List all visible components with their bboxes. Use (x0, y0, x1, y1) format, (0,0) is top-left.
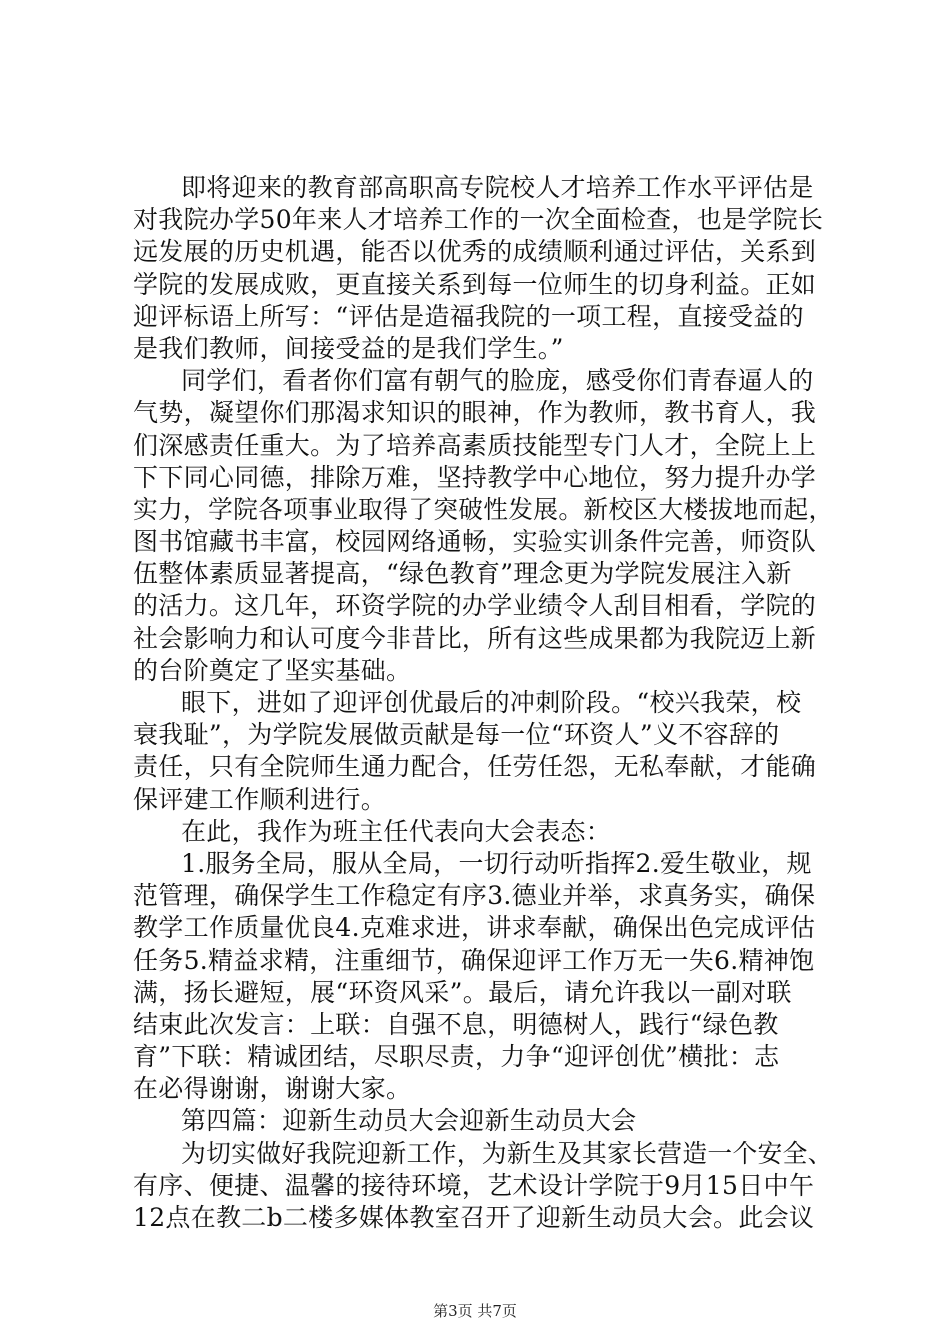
text-line: 学院的发展成败，更直接关系到每一位师生的切身利益。正如 (133, 269, 817, 299)
text-line: 图书馆藏书丰富，校园网络通畅，实验实训条件完善，师资队 (133, 527, 817, 557)
text-line: 教学工作质量优良4.克难求进，讲求奉献，确保出色完成评估 (133, 913, 816, 943)
text-line: 远发展的历史机遇，能否以优秀的成绩顺利通过评估，关系到 (133, 237, 817, 267)
text-line: 伍整体素质显著提高，“绿色教育”理念更为学院发展注入新 (133, 559, 792, 589)
text-line: 眼下，进如了迎评创优最后的冲刺阶段。“校兴我荣，校 (181, 688, 802, 717)
text-line: 保评建工作顺利进行。 (133, 784, 387, 814)
text-line: 1.服务全局，服从全局，一切行动听指挥2.爱生敬业，规 (181, 848, 812, 878)
text-line: 同学们，看者你们富有朝气的脸庞，感受你们青春逼人的 (181, 366, 814, 396)
text-line: 满，扬长避短，展“环资风采”。最后，请允许我以一副对联 (133, 977, 792, 1007)
text-line: 结束此次发言：上联：自强不息，明德树人，践行“绿色教 (133, 1009, 779, 1039)
text-line: 范管理，确保学生工作稳定有序3.德业并举，求真务实，确保 (133, 881, 816, 911)
text-line: 迎评标语上所写：“评估是造福我院的一项工程，直接受益的 (133, 301, 804, 331)
text-line: 为切实做好我院迎新工作，为新生及其家长营造一个安全、 (181, 1138, 833, 1168)
text-line: 是我们教师，间接受益的是我们学生。” (133, 333, 564, 363)
text-line: 气势，凝望你们那渴求知识的眼神，作为教师，教书育人，我 (133, 398, 817, 428)
text-line: 下下同心同德，排除万难，坚持教学中心地位，努力提升办学 (133, 462, 817, 492)
text-line: 即将迎来的教育部高职高专院校人才培养工作水平评估是 (181, 173, 814, 202)
text-line: 在此，我作为班主任代表向大会表态： (181, 816, 612, 846)
document-body (133, 172, 833, 1234)
page-footer: 第3页 共7页 (433, 1302, 517, 1320)
text-line: 们深感责任重大。为了培养高素质技能型专门人才，全院上上 (133, 430, 817, 460)
text-line: 育”下联：精诚团结，尽职尽责，力争“迎评创优”横批：志 (133, 1042, 780, 1072)
text-line: 12点在教二b二楼多媒体教室召开了迎新生动员大会。此会议 (133, 1203, 815, 1232)
text-line: 的活力。这几年，环资学院的办学业绩令人刮目相看，学院的 (133, 591, 817, 621)
text-line: 对我院办学50年来人才培养工作的一次全面检查，也是学院长 (133, 205, 824, 235)
text-line: 实力，学院各项事业取得了突破性发展。新校区大楼拔地而起， (133, 494, 834, 524)
text-line: 社会影响力和认可度今非昔比，所有这些成果都为我院迈上新 (133, 623, 817, 653)
text-line: 责任，只有全院师生通力配合，任劳任怨，无私奉献，才能确 (133, 752, 817, 782)
text-line: 在必得谢谢，谢谢大家。 (133, 1074, 412, 1104)
text-line: 任务5.精益求精，注重细节，确保迎评工作万无一失6.精神饱 (133, 945, 815, 975)
text-line: 有序、便捷、温馨的接待环境，艺术设计学院于9月15日中午 (133, 1170, 815, 1200)
text-line: 第四篇：迎新生动员大会迎新生动员大会 (181, 1106, 637, 1136)
text-line: 的台阶奠定了坚实基础。 (133, 655, 412, 685)
text-line: 衰我耻”，为学院发展做贡献是每一位“环资人”义不容辞的 (133, 720, 780, 750)
